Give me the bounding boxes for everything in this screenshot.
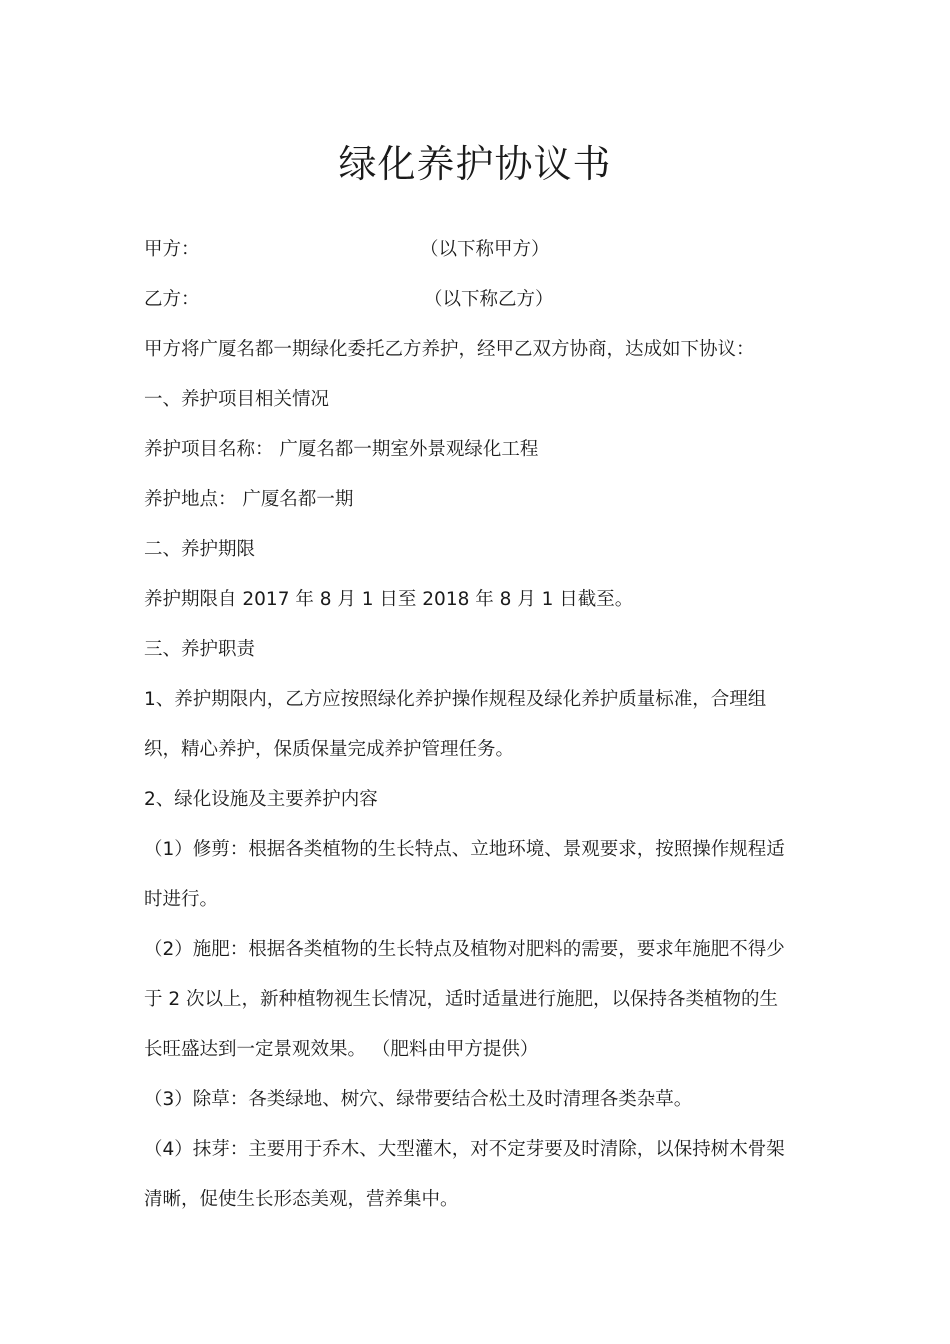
project-location-line: 养护地点： 广厦名都一期	[144, 489, 354, 510]
duty-1-line-1: 1、养护期限内，乙方应按照绿化养护操作规程及绿化养护质量标准，合理组	[144, 689, 767, 710]
duty-2-heading: 2、绿化设施及主要养护内容	[144, 789, 378, 810]
item-budding-line-2: 清晰，促使生长形态美观，营养集中。	[144, 1189, 459, 1210]
maintenance-period-line: 养护期限自 2017 年 8 月 1 日至 2018 年 8 月 1 日截至。	[144, 589, 634, 610]
item-fertilizing-line-1: （2）施肥：根据各类植物的生长特点及植物对肥料的需要，要求年施肥不得少	[144, 939, 785, 960]
item-budding-line-1: （4）抹芽：主要用于乔木、大型灌木，对不定芽要及时清除，以保持树木骨架	[144, 1139, 785, 1160]
duty-1-line-2: 织，精心养护，保质保量完成养护管理任务。	[144, 739, 515, 760]
item-pruning-line-1: （1）修剪：根据各类植物的生长特点、立地环境、景观要求，按照操作规程适	[144, 839, 785, 860]
section-heading-2: 二、养护期限	[144, 539, 256, 560]
intro-paragraph: 甲方将广厦名都一期绿化委托乙方养护，经甲乙双方协商，达成如下协议：	[144, 339, 755, 360]
section-heading-1: 一、养护项目相关情况	[144, 389, 330, 410]
document-title: 绿化养护协议书	[338, 142, 612, 186]
project-name-line: 养护项目名称： 广厦名都一期室外景观绿化工程	[144, 439, 539, 460]
party-a-label: 甲方：	[144, 239, 200, 260]
item-fertilizing-line-3: 长旺盛达到一定景观效果。 （肥料由甲方提供）	[144, 1039, 539, 1060]
party-b-label: 乙方：	[144, 289, 200, 310]
item-fertilizing-line-2: 于 2 次以上，新种植物视生长情况，适时适量进行施肥，以保持各类植物的生	[144, 989, 779, 1010]
item-pruning-line-2: 时进行。	[144, 889, 219, 910]
party-a-note: （以下称甲方）	[420, 239, 550, 260]
party-b-note: （以下称乙方）	[424, 289, 554, 310]
item-weeding-line: （3）除草：各类绿地、树穴、绿带要结合松土及时清理各类杂草。	[144, 1089, 693, 1110]
section-heading-3: 三、养护职责	[144, 639, 256, 660]
